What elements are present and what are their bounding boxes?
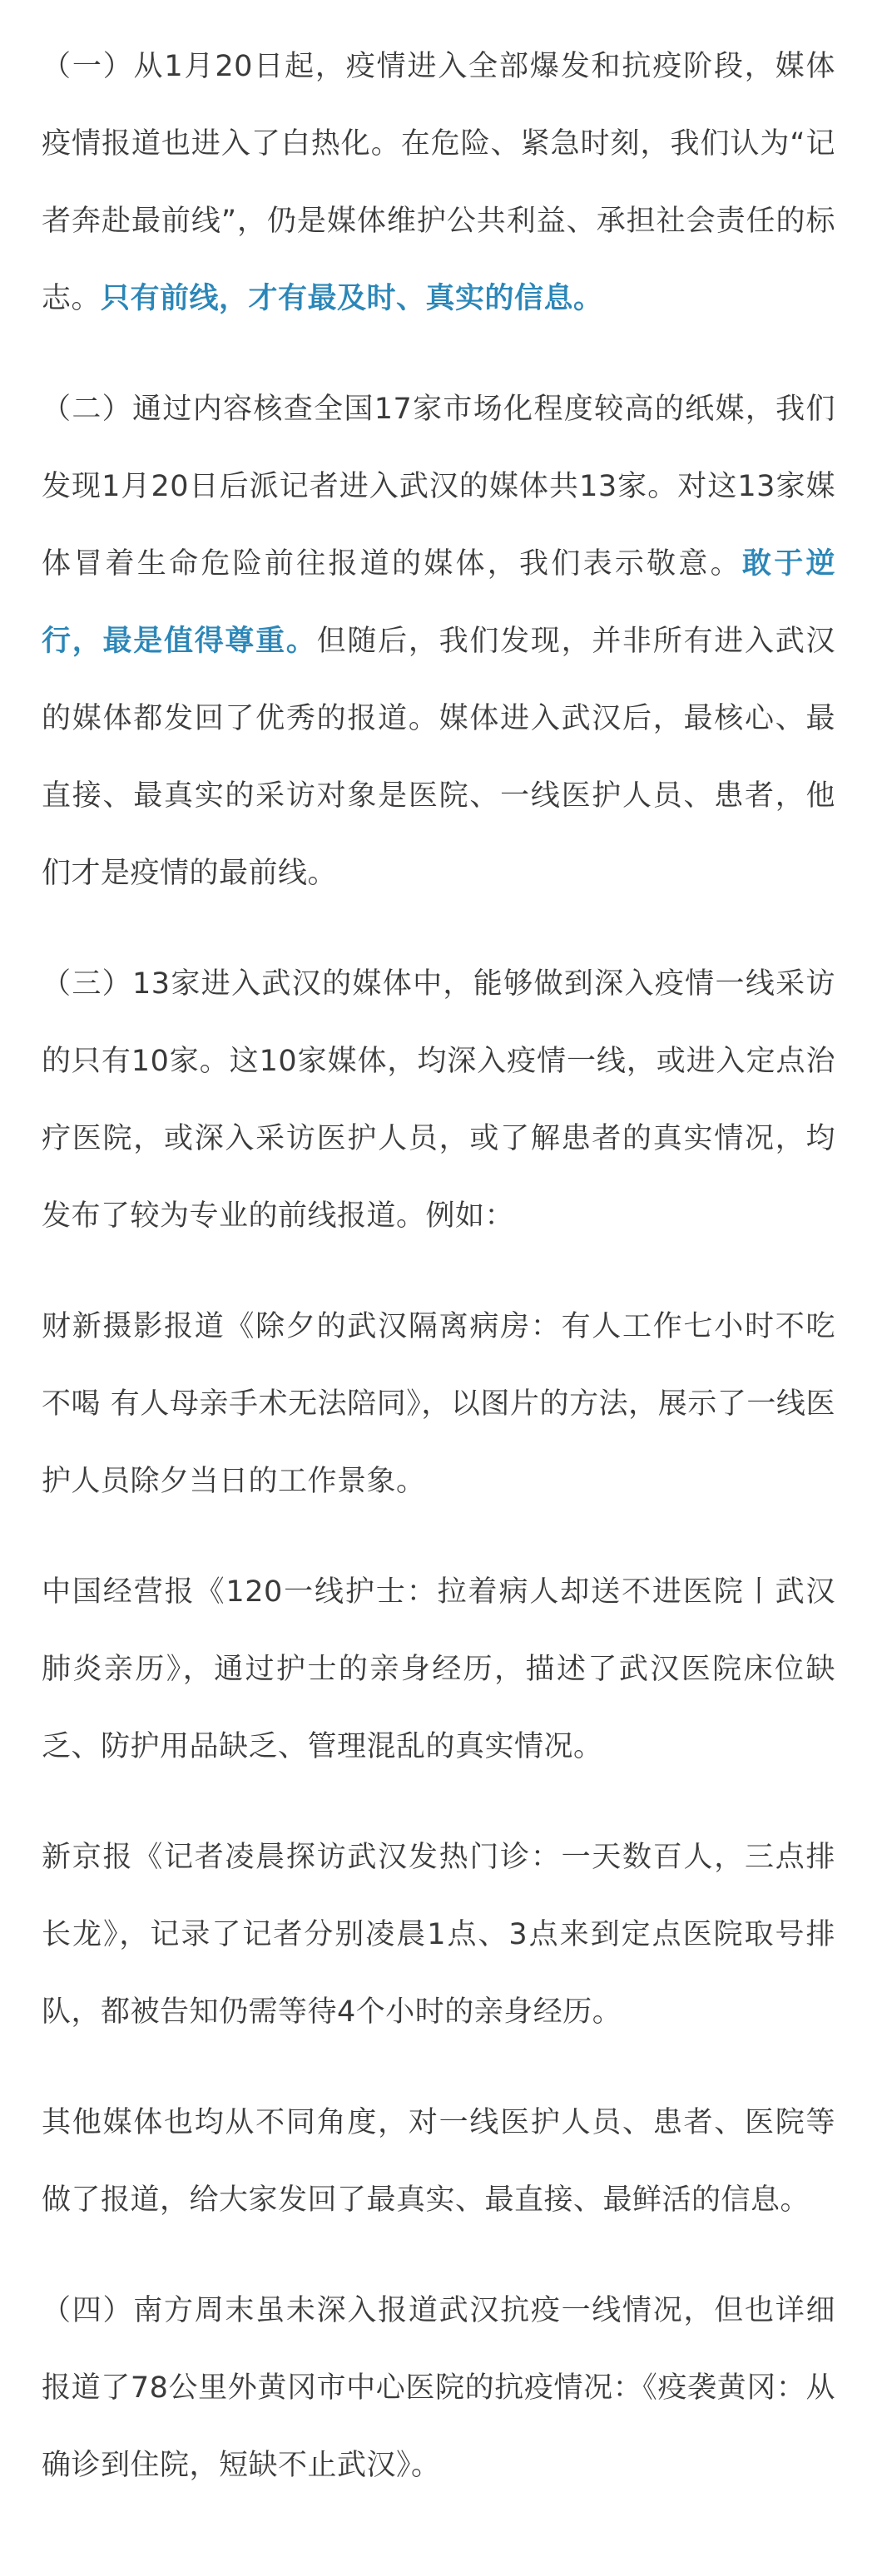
paragraph-2 [42,371,835,912]
paragraph-6-text: 新京报《记者凌晨探访武汉发热门诊：一天数百人，三点排长龙》，记录了记者分别凌晨1点、3点来到定点医院取号排队，都被告知仍需等待4个小时的亲身经历。 [42,1841,835,2029]
paragraph-5 [42,1554,835,1786]
paragraph-2-highlight: 敢于逆行，最是值得尊重。 [42,547,835,658]
paragraph-2-text-1: （二）通过内容核查全国17家市场化程度较高的纸媒，我们发现1月20日后派记者进入武汉的媒体共13家。对这13家媒体冒着生命危险前往报道的媒体，我们表示敬意。 [42,393,835,581]
paragraph-1 [42,28,835,338]
paragraph-6 [42,1819,835,2051]
paragraph-8-text: （四）南方周末虽未深入报道武汉抗疫一线情况，但也详细报道了78公里外黄冈市中心医院的抗疫情况：《疫袭黄冈：从确诊到住院，短缺不止武汉》。 [42,2294,835,2482]
paragraph-5-text: 中国经营报《120一线护士：拉着病人却送不进医院丨武汉肺炎亲历》，通过护士的亲身经历，描述了武汉医院床位缺乏、防护用品缺乏、管理混乱的真实情况。 [42,1575,835,1763]
paragraph-1-highlight: 只有前线，才有最及时、真实的信息。 [101,282,603,315]
paragraph-7 [42,2084,835,2239]
paragraph-2-text-2: 但随后，我们发现，并非所有进入武汉的媒体都发回了优秀的报道。媒体进入武汉后，最核心、最直接、最真实的采访对象是医院、一线医护人员、患者，他们才是疫情的最前线。 [42,625,835,890]
paragraph-3-text: （三）13家进入武汉的媒体中，能够做到深入疫情一线采访的只有10家。这10家媒体，均深入疫情一线，或进入定点治疗医院，或深入采访医护人员，或了解患者的真实情况，均发布了较为专业的前线报道。例如： [42,967,835,1233]
paragraph-4 [42,1288,835,1520]
paragraph-8 [42,2272,835,2504]
paragraph-7-text: 其他媒体也均从不同角度，对一线医护人员、患者、医院等做了报道，给大家发回了最真实、最直接、最鲜活的信息。 [42,2106,835,2217]
paragraph-3 [42,946,835,1255]
paragraph-4-text: 财新摄影报道《除夕的武汉隔离病房：有人工作七小时不吃不喝 有人母亲手术无法陪同》，以图片的方法，展示了一线医护人员除夕当日的工作景象。 [42,1310,835,1498]
paragraph-1-text-1: （一）从1月20日起，疫情进入全部爆发和抗疫阶段，媒体疫情报道也进入了白热化。在危险、紧急时刻，我们认为“记者奔赴最前线”，仍是媒体维护公共利益、承担社会责任的标志。 [42,50,835,315]
